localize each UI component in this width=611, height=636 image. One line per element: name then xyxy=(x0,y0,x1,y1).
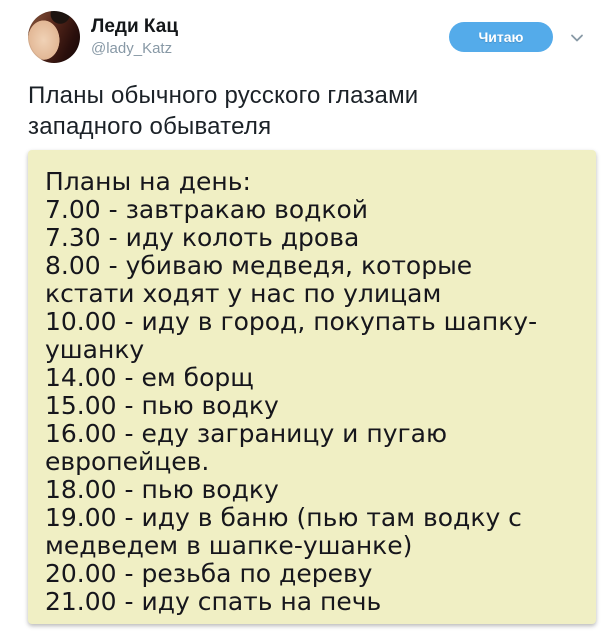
chevron-down-icon[interactable] xyxy=(568,29,586,47)
meme-line: 8.00 - убиваю медведя, которые xyxy=(45,251,473,280)
meme-line: европейцев. xyxy=(45,447,210,476)
meme-line: ушанку xyxy=(45,335,145,364)
meme-line: 16.00 - еду заграницу и пугаю xyxy=(45,419,448,448)
author-name[interactable]: Леди Кац xyxy=(91,16,178,37)
author-block xyxy=(91,11,449,58)
following-button[interactable]: Читаю xyxy=(449,22,553,52)
meme-line: 10.00 - иду в город, покупать шапку- xyxy=(45,307,538,336)
meme-line: 20.00 - резьба по дереву xyxy=(45,559,373,588)
meme-line: кстати ходят у нас по улицам xyxy=(45,279,442,308)
meme-line: 15.00 - пью водку xyxy=(45,391,279,420)
meme-line: 21.00 - иду спать на печь xyxy=(45,587,382,616)
meme-line: 19.00 - иду в баню (пью там водку с xyxy=(45,503,522,532)
meme-line: 18.00 - пью водку xyxy=(45,475,279,504)
author-handle[interactable]: @lady_Katz xyxy=(91,40,173,57)
meme-line: 7.00 - завтракаю водкой xyxy=(45,195,369,224)
tweet-image[interactable] xyxy=(28,150,596,624)
tweet-text: Планы обычного русского глазами западного обывателя xyxy=(28,82,419,140)
meme-line: медведем в шапке-ушанке) xyxy=(45,531,413,560)
meme-line: 14.00 - ем борщ xyxy=(45,363,254,392)
tweet-header xyxy=(0,0,611,63)
meme-line: 7.30 - иду колоть дрова xyxy=(45,223,360,252)
meme-line: Планы на день: xyxy=(45,167,251,196)
avatar[interactable] xyxy=(28,11,80,63)
